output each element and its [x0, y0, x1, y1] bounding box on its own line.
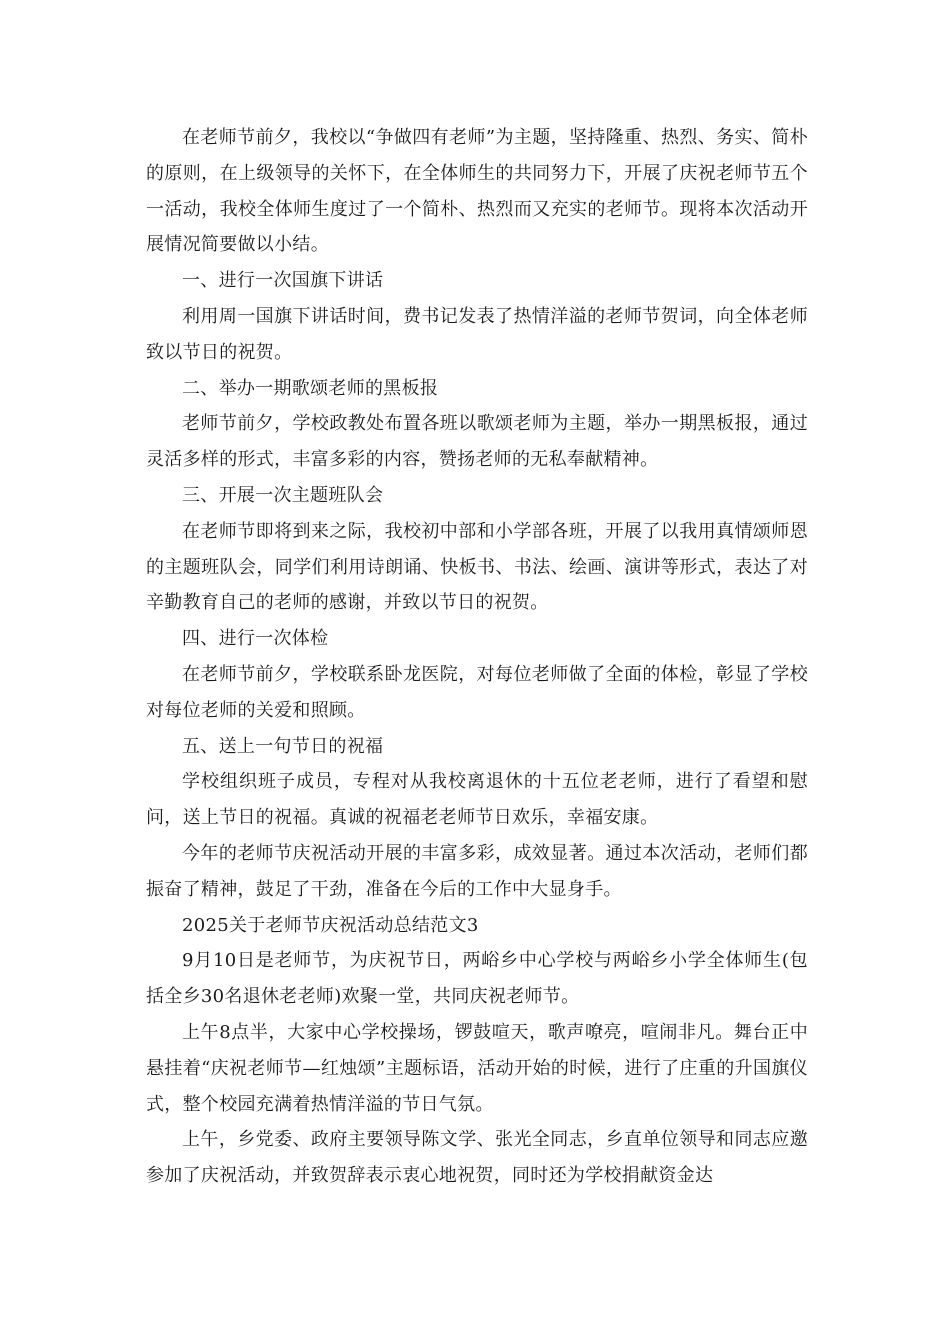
paragraph-morning: 上午8点半，大家中心学校操场，锣鼓喧天，歌声嘹亮，喧闹非凡。舞台正中悬挂着“庆祝老师节—红烛颂”主题标语，活动开始的时候，进行了庄重的升国旗仪式，整个校园充满着热情洋溢的节日气氛。 [146, 1021, 808, 1115]
paragraph-leaders: 上午，乡党委、政府主要领导陈文学、张光全同志，乡直单位领导和同志应邀参加了庆祝活动，并致贺辞表示衷心地祝贺，同时还为学校捐献资金达 [146, 1129, 808, 1187]
paragraph-4: 在老师节前夕，学校联系卧龙医院，对每位老师做了全面的体检，彰显了学校对每位老师的关爱和照顾。 [146, 663, 808, 721]
document-body [146, 120, 808, 1194]
section-heading-2: 二、举办一期歌颂老师的黑板报 [182, 377, 439, 399]
section-heading-5: 五、送上一句节日的祝福 [182, 735, 384, 757]
paragraph-summary: 今年的老师节庆祝活动开展的丰富多彩，成效显著。通过本次活动，老师们都振奋了精神，鼓足了干劲，准备在今后的工作中大显身手。 [146, 842, 808, 900]
paragraph-3: 在老师节即将到来之际，我校初中部和小学部各班，开展了以我用真情颂师恩的主题班队会，同学们利用诗朗诵、快板书、书法、绘画、演讲等形式，表达了对辛勤教育自己的老师的感谢，并致以节日的祝贺。 [146, 520, 808, 614]
section-heading-1: 一、进行一次国旗下讲话 [182, 270, 384, 292]
article-title-3: 2025关于老师节庆祝活动总结范文3 [182, 914, 479, 936]
section-heading-3: 三、开展一次主题班队会 [182, 484, 384, 506]
paragraph-1: 利用周一国旗下讲话时间，费书记发表了热情洋溢的老师节贺词，向全体老师致以节日的祝贺。 [146, 305, 808, 363]
paragraph-intro: 在老师节前夕，我校以“争做四有老师”为主题，坚持隆重、热烈、务实、简朴的原则，在上级领导的关怀下，在全体师生的共同努力下，开展了庆祝老师节五个一活动，我校全体师生度过了一个简朴、热烈而又充实的老师节。现将本次活动开展情况简要做以小结。 [146, 127, 808, 256]
paragraph-date: 9月10日是老师节，为庆祝节日，两峪乡中心学校与两峪乡小学全体师生(包括全乡30名退休老老师)欢聚一堂，共同庆祝老师节。 [146, 950, 808, 1008]
section-heading-4: 四、进行一次体检 [182, 628, 329, 650]
paragraph-2: 老师节前夕，学校政教处布置各班以歌颂老师为主题，举办一期黑板报，通过灵活多样的形式，丰富多彩的内容，赞扬老师的无私奉献精神。 [146, 413, 808, 471]
paragraph-5: 学校组织班子成员，专程对从我校离退休的十五位老老师，进行了看望和慰问，送上节日的祝福。真诚的祝福老老师节日欢乐，幸福安康。 [146, 771, 808, 829]
